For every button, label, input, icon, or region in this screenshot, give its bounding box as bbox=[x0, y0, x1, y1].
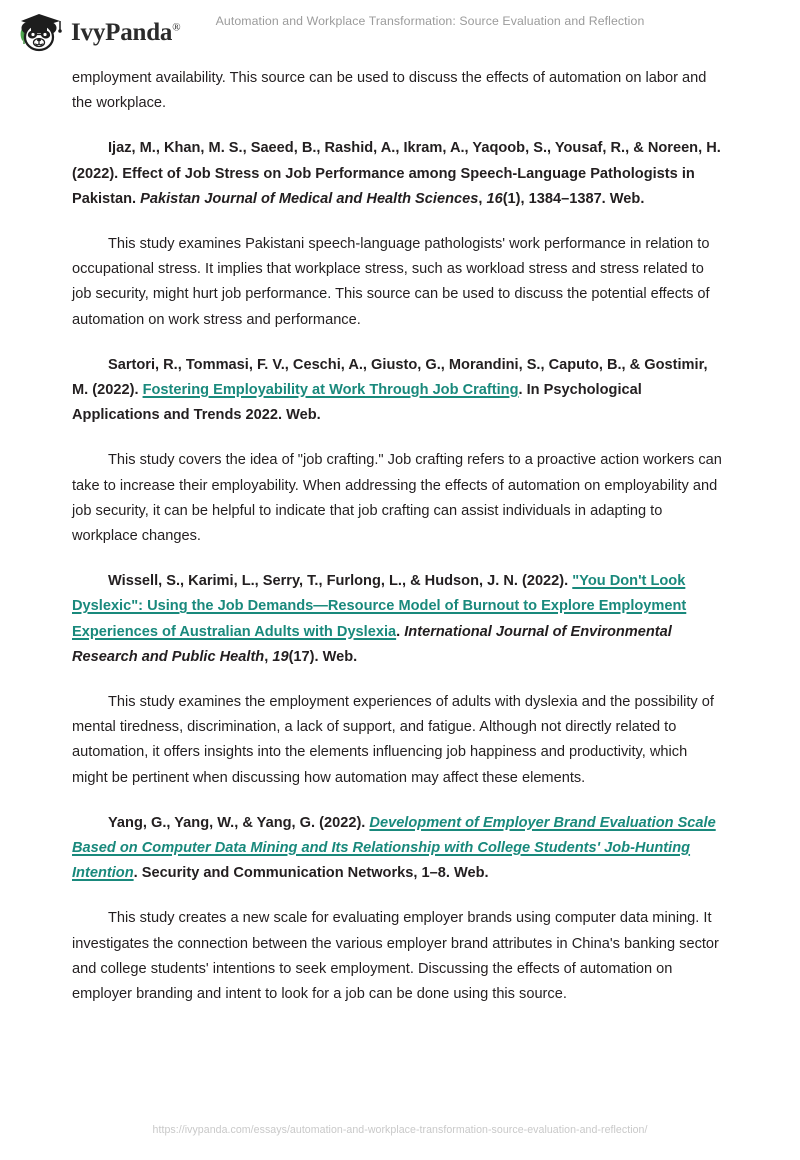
document-body bbox=[72, 66, 725, 1027]
document-title: Automation and Workplace Transformation: Source Evaluation and Reflection bbox=[215, 14, 645, 28]
ref-title: Effect of Job Stress on Job Performance among Speech-Language Pathologists in Pakistan. bbox=[72, 165, 695, 207]
paragraph-continued: employment availability. This source can be used to discuss the effects of automation on labor and the workplace. bbox=[72, 70, 707, 112]
reference-link-yang-text: Development of Employer Brand Evaluation Scale Based on Computer Data Mining and Its Relationship with College Students' Job-Hunting Intention bbox=[72, 814, 716, 882]
ref-issue-pages: (1), 1384–1387. Web. bbox=[502, 190, 645, 207]
reference-link-wissell[interactable]: "You Don't Look Dyslexic": Using the Job Demands—Resource Model of Burnout to Explore Employment Experiences of Australian Adults with Dyslexia bbox=[72, 573, 687, 640]
paragraph-yang: This study creates a new scale for evaluating employer brands using computer data mining. It investigates the connection between the various employer brand attributes in China's banking sector and college students' intentions to seek employment. Discussing the effects of automation on employer branding and intent to look for a job can be done using this source. bbox=[72, 910, 719, 1003]
ref-authors-year: Wissell, S., Karimi, L., Serry, T., Furlong, L., & Hudson, J. N. (2022). bbox=[108, 573, 573, 590]
ref-volume: 19 bbox=[272, 648, 289, 665]
ref-issue-pages: (17). Web. bbox=[288, 648, 358, 665]
ref-volume: 16 bbox=[486, 190, 503, 207]
ref-journal: Pakistan Journal of Medical and Health Sciences bbox=[140, 190, 479, 207]
ref-tail: . In Psychological Applications and Trends 2022. Web. bbox=[72, 382, 642, 424]
page-footer bbox=[0, 1124, 800, 1136]
reference-link-sartori[interactable]: Fostering Employability at Work Through Job Crafting bbox=[142, 382, 519, 399]
ref-comma: , bbox=[264, 648, 273, 665]
reference-sartori bbox=[72, 353, 725, 429]
paragraph-sartori: This study covers the idea of "job crafting." Job crafting refers to a proactive action workers can take to increase their employability. When addressing the effects of automation on employability and job security, it can be helpful to indicate that job crafting can assist individuals in adapting to workplace changes. bbox=[72, 452, 722, 545]
brand-name-text: IvyPanda bbox=[71, 18, 173, 46]
ref-separator: . bbox=[396, 623, 405, 640]
ref-authors-year: Ijaz, M., Khan, M. S., Saeed, B., Rashid, A., Ikram, A., Yaqoob, S., Yousaf, R., & Noreen, H. (2022). bbox=[72, 140, 721, 182]
ref-comma: , bbox=[478, 190, 487, 207]
footer-url[interactable]: https://ivypanda.com/essays/automation-and-workplace-transformation-source-evaluation-and-reflection/ bbox=[152, 1124, 648, 1136]
paragraph-ijaz: This study examines Pakistani speech-language pathologists' work performance in relation to occupational stress. It implies that workplace stress, such as workload stress and stress related to job security, might hurt job performance. This source can be used to discuss the potential effects of automation on work stress and performance. bbox=[72, 236, 710, 328]
reference-wissell bbox=[72, 569, 725, 670]
ref-journal: International Journal of Environmental Research and Public Health bbox=[72, 623, 672, 665]
registered-trademark-symbol: ® bbox=[172, 21, 181, 34]
paragraph-wissell: This study examines the employment experiences of adults with dyslexia and the possibility of mental tiredness, discrimination, a lack of support, and fatigue. Although not directly related to automation, it offers insights into the elements influencing job happiness and productivity, which might be pertinent when discussing how automation may affect these elements. bbox=[72, 694, 714, 786]
ref-tail: . Security and Communication Networks, 1–8. Web. bbox=[133, 865, 489, 882]
ref-authors-year: Sartori, R., Tommasi, F. V., Ceschi, A., Giusto, G., Morandini, S., Caputo, B., & Gostimir, M. (2022). bbox=[72, 356, 708, 399]
reference-yang bbox=[72, 811, 725, 887]
page-header bbox=[0, 0, 800, 56]
ref-authors-year: Yang, G., Yang, W., & Yang, G. (2022). bbox=[108, 814, 370, 831]
reference-ijaz bbox=[72, 136, 725, 212]
